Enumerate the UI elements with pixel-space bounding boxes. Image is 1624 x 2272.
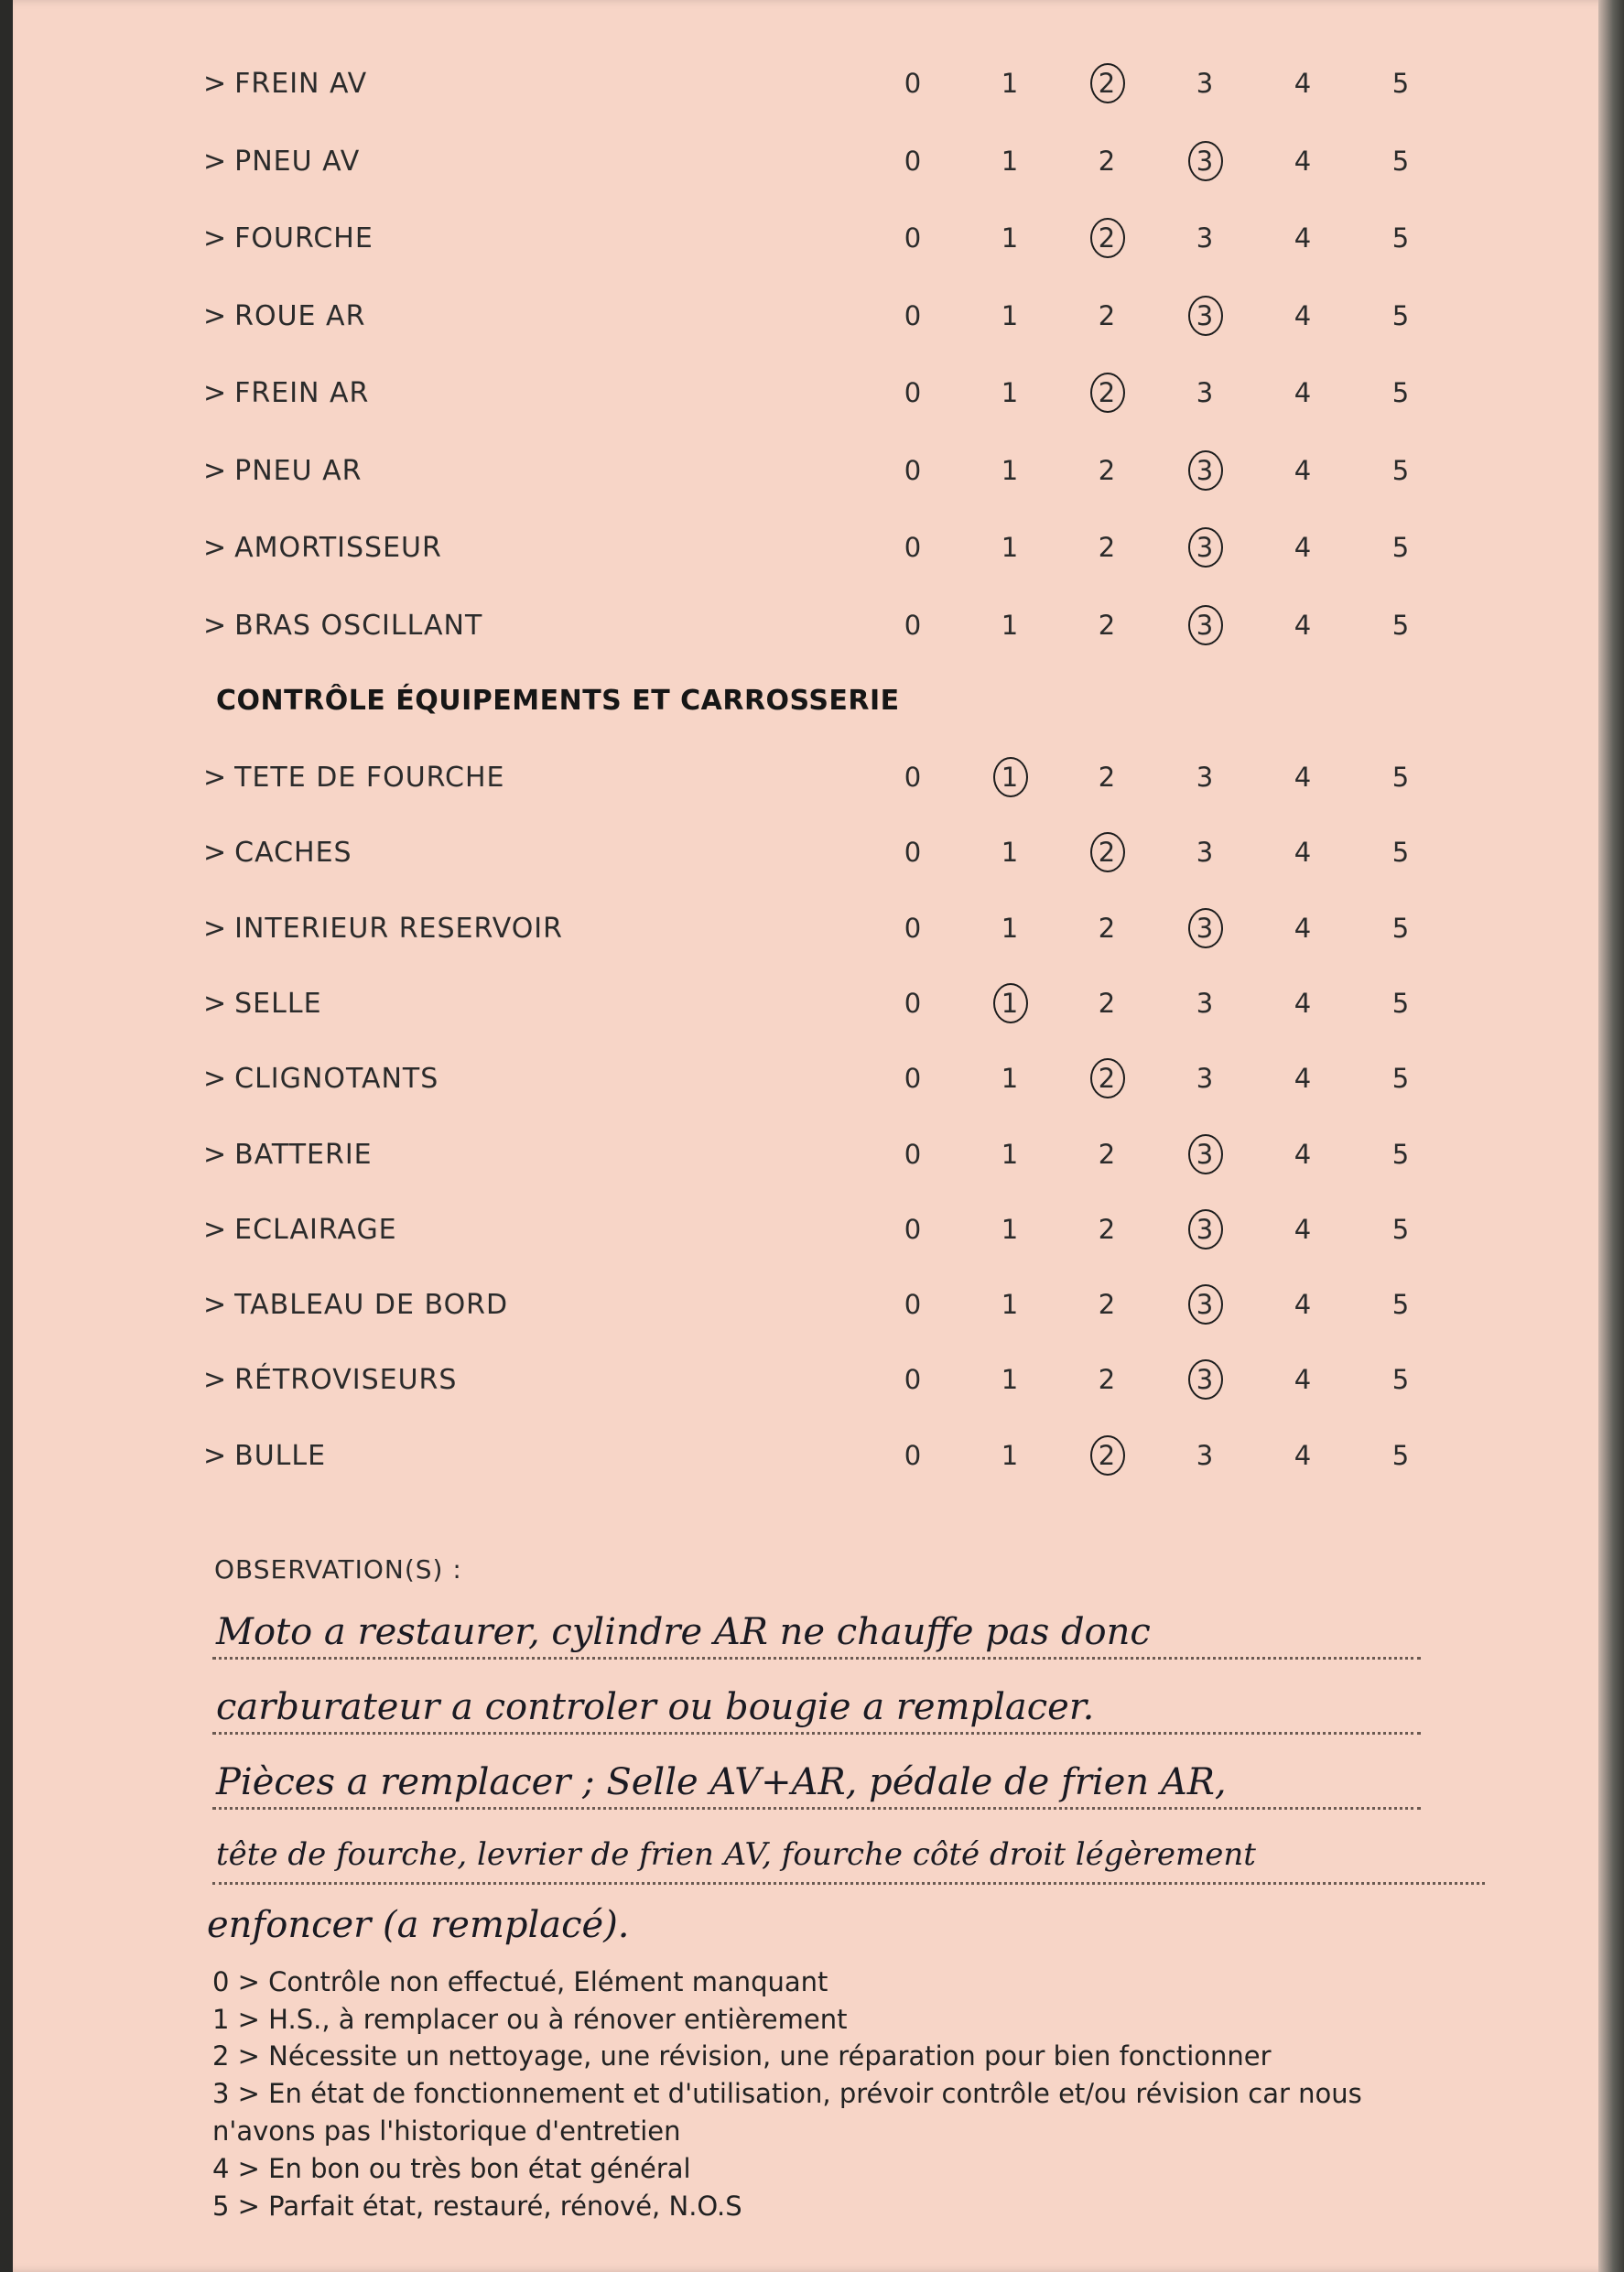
handwritten-observation-line: tête de fourche, levrier de frien AV, fourche côté droit légèrement	[216, 1836, 1256, 1873]
score-option-circled[interactable]: 1	[987, 988, 1033, 1019]
score-option[interactable]: 2	[1098, 609, 1116, 641]
score-option-circled[interactable]: 3	[1182, 610, 1228, 641]
legend-line: 1 > H.S., à remplacer ou à rénover entièrement	[212, 2004, 848, 2035]
inspection-item-label	[203, 1289, 508, 1321]
item-prefix: >	[203, 1364, 228, 1397]
score-option[interactable]: 2	[1098, 1289, 1116, 1321]
score-option[interactable]: 0	[904, 762, 922, 793]
inspection-item-label	[203, 68, 367, 100]
inspection-sheet	[13, 0, 1624, 2272]
inspection-item-label	[203, 988, 322, 1020]
score-option[interactable]: 0	[904, 1063, 922, 1095]
score-option[interactable]: 5	[1391, 145, 1410, 177]
item-name: BRAS OSCILLANT	[234, 609, 483, 642]
score-option[interactable]: 3	[1196, 837, 1214, 869]
score-option[interactable]: 2	[1098, 987, 1116, 1019]
item-name: ECLAIRAGE	[234, 1213, 397, 1246]
score-option[interactable]: 1	[1001, 1063, 1019, 1095]
score-option[interactable]: 1	[1001, 145, 1019, 177]
score-option[interactable]: 2	[1098, 1213, 1116, 1245]
item-name: PNEU AV	[234, 145, 361, 178]
item-name: BULLE	[234, 1439, 327, 1472]
score-option[interactable]: 5	[1391, 762, 1410, 793]
score-option[interactable]: 5	[1391, 222, 1410, 254]
score-option[interactable]: 5	[1391, 68, 1410, 99]
score-option[interactable]: 5	[1391, 1213, 1410, 1245]
score-option[interactable]: 0	[904, 532, 922, 563]
inspection-item-label	[203, 837, 352, 869]
inspection-item-label	[203, 222, 374, 254]
score-option[interactable]: 0	[904, 68, 922, 99]
score-option[interactable]: 4	[1294, 68, 1312, 99]
score-option[interactable]: 4	[1294, 454, 1312, 486]
score-option[interactable]: 4	[1294, 1138, 1312, 1170]
score-option[interactable]: 2	[1098, 299, 1116, 331]
score-option[interactable]: 5	[1391, 299, 1410, 331]
score-option[interactable]: 3	[1196, 222, 1214, 254]
inspection-item-label	[203, 455, 363, 487]
score-option[interactable]: 3	[1196, 762, 1214, 793]
item-prefix: >	[203, 68, 228, 100]
score-option[interactable]: 2	[1098, 912, 1116, 944]
score-option[interactable]: 3	[1196, 1063, 1214, 1095]
inspection-item-label	[203, 610, 482, 642]
item-prefix: >	[203, 1213, 228, 1246]
score-option[interactable]: 1	[1001, 1364, 1019, 1396]
score-option-circled[interactable]: 2	[1084, 1440, 1130, 1471]
score-option[interactable]: 5	[1391, 837, 1410, 869]
item-name: FREIN AV	[234, 68, 368, 100]
item-name: AMORTISSEUR	[234, 532, 442, 564]
score-option-circled[interactable]: 2	[1084, 837, 1130, 868]
score-option[interactable]: 1	[1001, 532, 1019, 563]
score-option[interactable]: 4	[1294, 1213, 1312, 1245]
inspection-item-label	[203, 762, 504, 794]
score-option[interactable]: 4	[1294, 762, 1312, 793]
inspection-item-label	[203, 300, 365, 332]
item-prefix: >	[203, 1439, 228, 1472]
score-option[interactable]: 0	[904, 837, 922, 869]
score-option[interactable]: 5	[1391, 1138, 1410, 1170]
score-option[interactable]: 1	[1001, 222, 1019, 254]
item-prefix: >	[203, 222, 228, 254]
score-option[interactable]: 4	[1294, 1289, 1312, 1321]
score-option[interactable]: 4	[1294, 987, 1312, 1019]
score-option[interactable]: 3	[1196, 68, 1214, 99]
score-option[interactable]: 0	[904, 1138, 922, 1170]
score-option-circled[interactable]: 3	[1182, 532, 1228, 563]
legend-line: 5 > Parfait état, restauré, rénové, N.O.S	[212, 2191, 742, 2222]
score-option[interactable]: 2	[1098, 454, 1116, 486]
handwritten-observation-line: enfoncer (a remplacé).	[207, 1904, 630, 1946]
item-prefix: >	[203, 1138, 228, 1171]
score-option[interactable]: 1	[1001, 299, 1019, 331]
score-option[interactable]: 3	[1196, 377, 1214, 408]
score-option[interactable]: 4	[1294, 1439, 1312, 1471]
score-option-circled[interactable]: 2	[1084, 1063, 1130, 1094]
score-option[interactable]: 1	[1001, 912, 1019, 944]
score-option[interactable]: 4	[1294, 1063, 1312, 1095]
item-name: TETE DE FOURCHE	[234, 762, 505, 794]
score-option[interactable]: 5	[1391, 987, 1410, 1019]
item-prefix: >	[203, 299, 228, 332]
item-name: PNEU AR	[234, 454, 363, 487]
inspection-item-label	[203, 1364, 457, 1396]
score-option[interactable]: 0	[904, 912, 922, 944]
score-option[interactable]: 0	[904, 1364, 922, 1396]
score-option-circled[interactable]: 3	[1182, 1214, 1228, 1245]
score-option[interactable]: 0	[904, 299, 922, 331]
item-name: SELLE	[234, 987, 322, 1020]
item-prefix: >	[203, 454, 228, 487]
score-option[interactable]: 1	[1001, 609, 1019, 641]
inspection-item-label	[203, 1139, 373, 1171]
inspection-item-label	[203, 532, 442, 564]
score-option[interactable]: 5	[1391, 454, 1410, 486]
score-option[interactable]: 5	[1391, 377, 1410, 408]
handwritten-observation-line: Moto a restaurer, cylindre AR ne chauffe pas donc	[216, 1611, 1151, 1653]
item-prefix: >	[203, 762, 228, 794]
score-option[interactable]: 5	[1391, 532, 1410, 563]
score-option[interactable]: 0	[904, 454, 922, 486]
score-option-circled[interactable]: 3	[1182, 146, 1228, 177]
score-option[interactable]: 2	[1098, 762, 1116, 793]
score-option[interactable]: 5	[1391, 1364, 1410, 1396]
score-option[interactable]: 0	[904, 1439, 922, 1471]
observations-label: OBSERVATION(S) :	[214, 1554, 462, 1585]
item-prefix: >	[203, 532, 228, 564]
score-option[interactable]: 1	[1001, 1138, 1019, 1170]
inspection-item-label	[203, 377, 369, 409]
score-option-circled[interactable]: 3	[1182, 1289, 1228, 1320]
score-option[interactable]: 0	[904, 1213, 922, 1245]
score-option[interactable]: 4	[1294, 377, 1312, 408]
handwritten-observation-line: Pièces a remplacer ; Selle AV+AR, pédale de frien AR,	[216, 1761, 1227, 1803]
item-prefix: >	[203, 1289, 228, 1322]
score-option[interactable]: 4	[1294, 145, 1312, 177]
inspection-item-label	[203, 1063, 438, 1095]
score-option[interactable]: 5	[1391, 1439, 1410, 1471]
score-option[interactable]: 1	[1001, 1289, 1019, 1321]
score-option[interactable]: 3	[1196, 987, 1214, 1019]
score-option[interactable]: 1	[1001, 377, 1019, 408]
score-option[interactable]: 1	[1001, 837, 1019, 869]
legend-line: 4 > En bon ou très bon état général	[212, 2153, 691, 2184]
score-option-circled[interactable]: 3	[1182, 300, 1228, 331]
score-option[interactable]: 2	[1098, 1138, 1116, 1170]
score-option[interactable]: 0	[904, 145, 922, 177]
score-option[interactable]: 4	[1294, 532, 1312, 563]
item-name: TABLEAU DE BORD	[234, 1289, 509, 1322]
score-option[interactable]: 0	[904, 1289, 922, 1321]
item-prefix: >	[203, 987, 228, 1020]
score-option[interactable]: 0	[904, 609, 922, 641]
score-option[interactable]: 1	[1001, 1439, 1019, 1471]
score-option[interactable]: 5	[1391, 1289, 1410, 1321]
item-prefix: >	[203, 609, 228, 642]
item-name: CACHES	[234, 837, 352, 870]
inspection-item-label	[203, 1214, 397, 1246]
binder-edge	[1598, 0, 1624, 2272]
score-option-circled[interactable]: 3	[1182, 455, 1228, 486]
score-option[interactable]: 0	[904, 987, 922, 1019]
score-option-circled[interactable]: 3	[1182, 1139, 1228, 1170]
score-option-circled[interactable]: 2	[1084, 68, 1130, 99]
inspection-item-label	[203, 913, 563, 945]
score-option[interactable]: 3	[1196, 1439, 1214, 1471]
score-option[interactable]: 4	[1294, 837, 1312, 869]
score-option[interactable]: 4	[1294, 299, 1312, 331]
item-name: FREIN AR	[234, 377, 370, 409]
score-option[interactable]: 1	[1001, 68, 1019, 99]
item-name: INTERIEUR RESERVOIR	[234, 912, 563, 945]
score-option-circled[interactable]: 2	[1084, 222, 1130, 254]
score-option[interactable]: 4	[1294, 609, 1312, 641]
score-option[interactable]: 4	[1294, 222, 1312, 254]
legend-line: 3 > En état de fonctionnement et d'utilisation, prévoir contrôle et/ou révision car nous	[212, 2078, 1362, 2109]
item-name: CLIGNOTANTS	[234, 1063, 439, 1096]
item-prefix: >	[203, 912, 228, 945]
score-option[interactable]: 2	[1098, 145, 1116, 177]
item-prefix: >	[203, 1063, 228, 1096]
item-name: ROUE AR	[234, 299, 366, 332]
score-option[interactable]: 1	[1001, 454, 1019, 486]
score-option[interactable]: 4	[1294, 1364, 1312, 1396]
item-prefix: >	[203, 145, 228, 178]
item-prefix: >	[203, 837, 228, 870]
legend-line: 2 > Nécessite un nettoyage, une révision, une réparation pour bien fonctionner	[212, 2040, 1272, 2072]
item-name: RÉTROVISEURS	[234, 1364, 458, 1397]
score-option[interactable]: 2	[1098, 1364, 1116, 1396]
score-option-circled[interactable]: 3	[1182, 913, 1228, 944]
score-option[interactable]: 0	[904, 222, 922, 254]
score-option[interactable]: 5	[1391, 1063, 1410, 1095]
legend-line: 0 > Contrôle non effectué, Elément manquant	[212, 1966, 828, 1997]
score-option[interactable]: 1	[1001, 1213, 1019, 1245]
score-option-circled[interactable]: 3	[1182, 1364, 1228, 1395]
score-option[interactable]: 4	[1294, 912, 1312, 944]
score-option-circled[interactable]: 2	[1084, 377, 1130, 408]
legend-line: n'avons pas l'historique d'entretien	[212, 2115, 681, 2147]
handwritten-observation-line: carburateur a controler ou bougie a remplacer.	[216, 1686, 1095, 1728]
score-option[interactable]: 5	[1391, 609, 1410, 641]
inspection-item-label	[203, 1440, 326, 1472]
score-option[interactable]: 2	[1098, 532, 1116, 563]
item-name: BATTERIE	[234, 1138, 373, 1171]
item-name: FOURCHE	[234, 222, 374, 254]
inspection-item-label	[203, 146, 360, 178]
score-option-circled[interactable]: 1	[987, 762, 1033, 793]
score-option[interactable]: 0	[904, 377, 922, 408]
section-title: CONTRÔLE ÉQUIPEMENTS ET CARROSSERIE	[216, 685, 900, 717]
item-prefix: >	[203, 377, 228, 409]
score-option[interactable]: 5	[1391, 912, 1410, 944]
